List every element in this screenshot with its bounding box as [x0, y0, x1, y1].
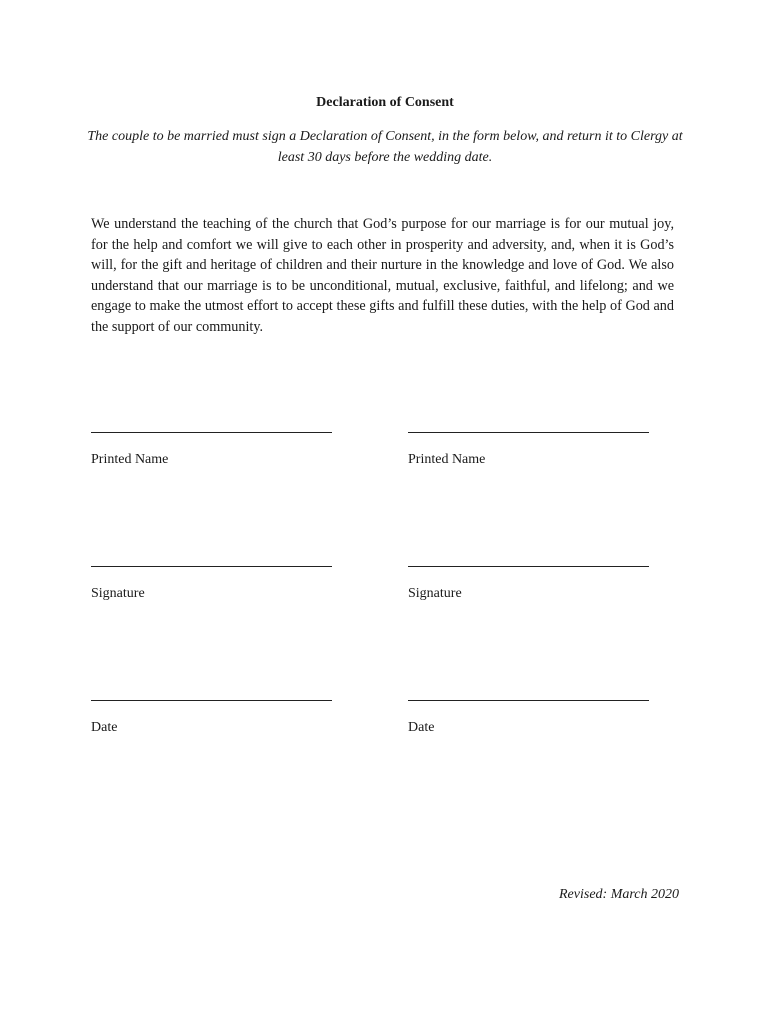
printed-name-label-right: Printed Name [408, 452, 486, 467]
printed-name-line-left[interactable] [91, 432, 332, 433]
signature-line-left[interactable] [91, 566, 332, 567]
instructions-subtitle: The couple to be married must sign a Declaration of Consent, in the form below, and return it to Clergy at least 30 days before the wedding date. [87, 129, 683, 165]
date-label-right: Date [408, 720, 435, 735]
date-label-left: Date [91, 720, 118, 735]
signature-label-right: Signature [408, 586, 462, 601]
date-line-left[interactable] [91, 700, 332, 701]
printed-name-label-left: Printed Name [91, 452, 169, 467]
revised-date: Revised: March 2020 [559, 887, 679, 902]
declaration-body: We understand the teaching of the church that God’s purpose for our marriage is for our mutual joy, for the help and comfort we will give to each other in prosperity and adversity, and, when it is God’s will, for the gift and heritage of children and their nurture in the knowledge and love of God. We also understand that our marriage is to be unconditional, mutual, exclusive, faithful, and lifelong; and we engage to make the utmost effort to accept these gifts and fulfill these duties, with the help of God and the support of our community. [91, 216, 674, 335]
page-title: Declaration of Consent [316, 95, 454, 110]
signature-label-left: Signature [91, 586, 145, 601]
printed-name-line-right[interactable] [408, 432, 649, 433]
signature-line-right[interactable] [408, 566, 649, 567]
date-line-right[interactable] [408, 700, 649, 701]
